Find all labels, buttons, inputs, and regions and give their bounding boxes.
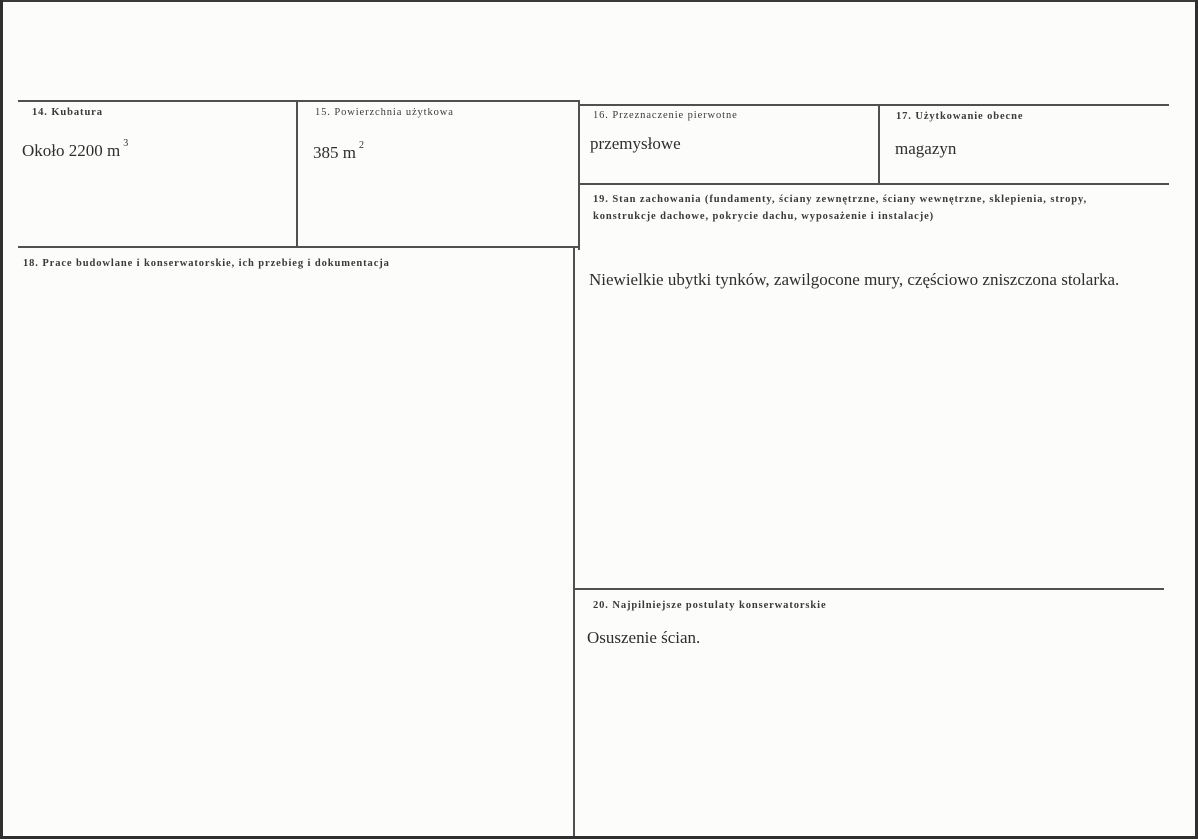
rule-under-16-17 (580, 183, 1169, 185)
field-15-value (313, 140, 364, 163)
rule-under-14-15 (18, 246, 580, 248)
card-edge-left (0, 0, 3, 839)
field-16-value: przemysłowe (590, 134, 681, 153)
field-15-label: 15. Powierzchnia użytkowa (315, 107, 454, 118)
field-14-label: 14. Kubatura (32, 107, 103, 118)
divider-left-right (578, 102, 580, 250)
field-14-unit-exponent: 3 (123, 138, 129, 149)
field-18-label: 18. Prace budowlane i konserwatorskie, ich przebieg i dokumentacja (23, 258, 390, 269)
field-17-value: magazyn (895, 139, 957, 158)
field-14-value-text: Około 2200 m (22, 141, 121, 160)
divider-lower (573, 248, 575, 836)
field-16-label: 16. Przeznaczenie pierwotne (593, 110, 738, 121)
field-17-label: 17. Użytkowanie obecne (896, 111, 1024, 122)
divider-14-15 (296, 100, 298, 246)
divider-16-17 (878, 104, 880, 184)
field-15-value-text: 385 m (313, 143, 356, 162)
field-20-value: Osuszenie ścian. (587, 628, 701, 647)
field-15-unit-exponent: 2 (358, 140, 364, 151)
field-14-value (22, 138, 129, 161)
rule-top-left (18, 100, 580, 102)
rule-top-right (580, 104, 1169, 106)
rule-above-20 (575, 588, 1164, 590)
field-20-label: 20. Najpilniejsze postulaty konserwatorskie (593, 600, 827, 611)
field-19-label: 19. Stan zachowania (fundamenty, ściany zewnętrzne, ściany wewnętrzne, sklepienia, stropy, konstrukcje dachowe, pokrycie dachu, wyposażenie i instalacje) (593, 194, 1088, 222)
field-19-value: Niewielkie ubytki tynków, zawilgocone mury, częściowo zniszczona stolarka. (589, 270, 1120, 289)
card-edge-top (0, 0, 1198, 2)
